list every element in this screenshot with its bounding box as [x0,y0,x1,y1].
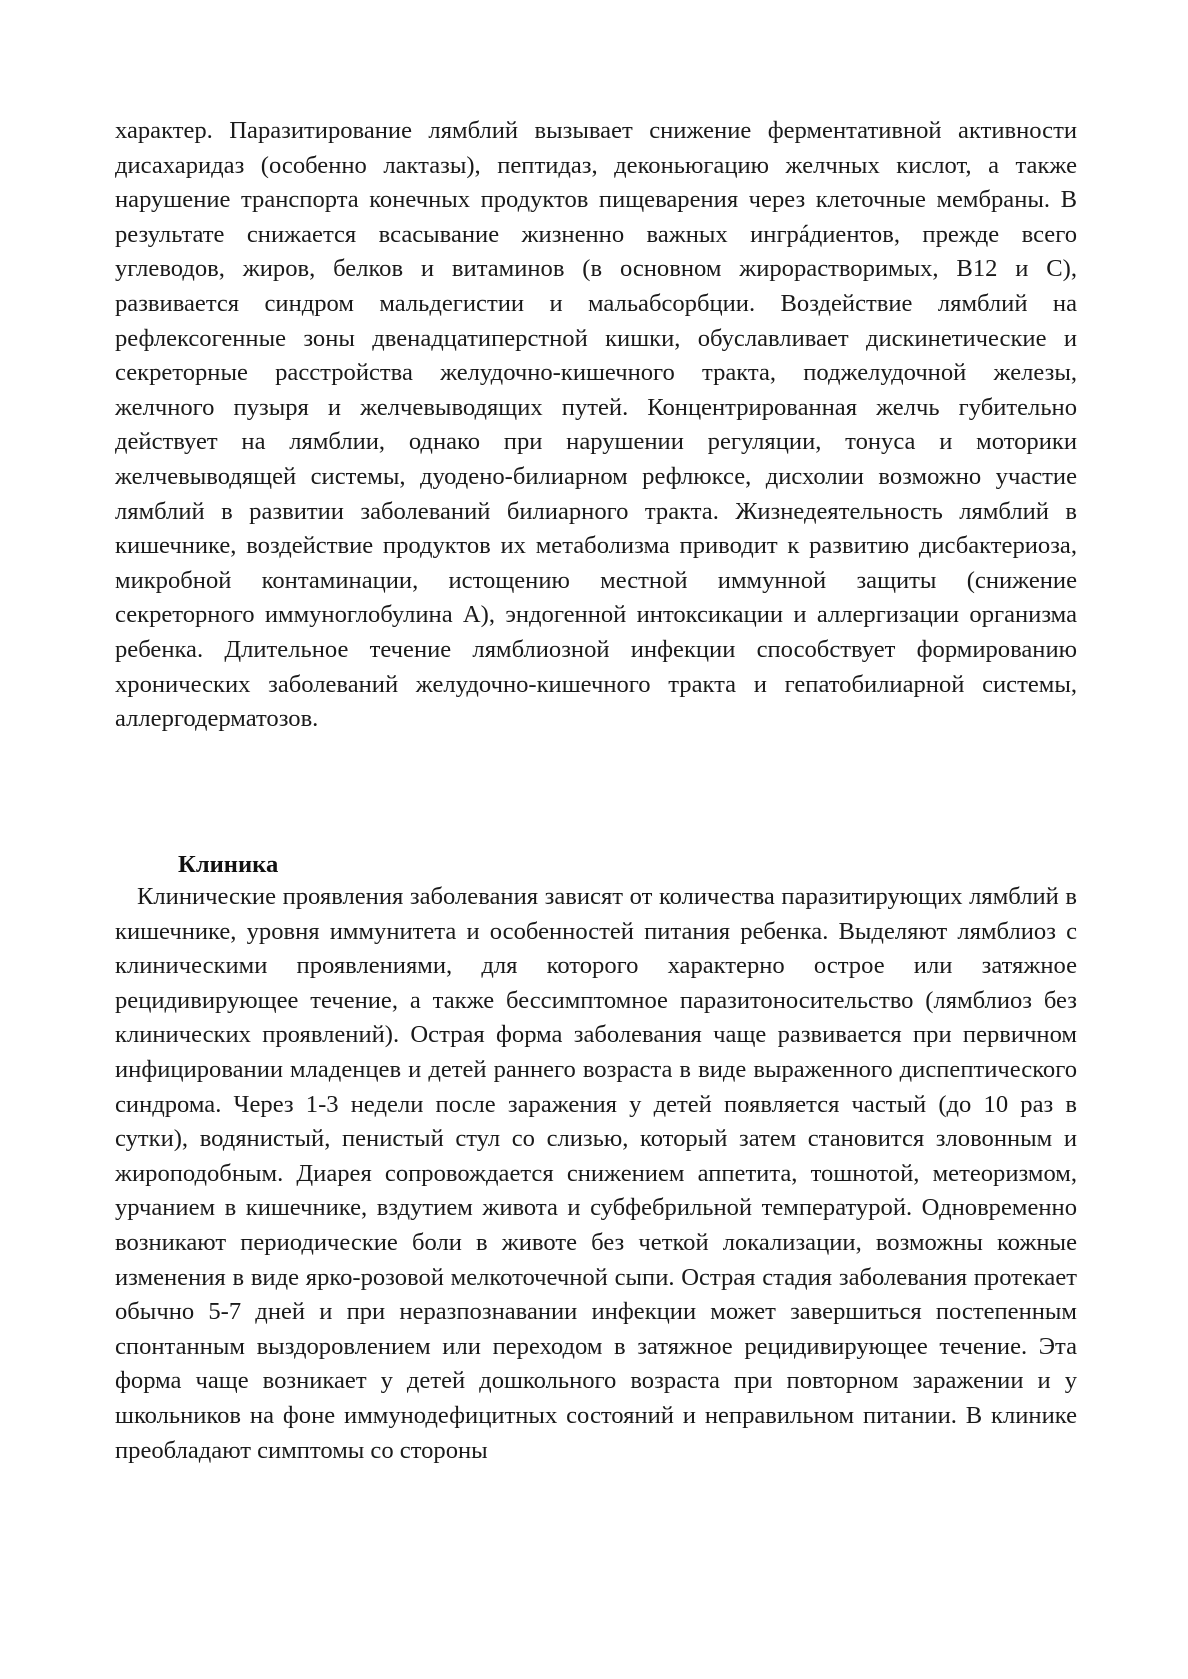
section-heading-clinic: Клиника [178,851,279,878]
body-paragraph-clinic: Клинические проявления заболевания зависят от количества паразитирующих лямблий в кишечнике, уровня иммунитета и особенностей питания ребенка. Выделяют лямблиоз с клиническими проявлениями, для которого характерно острое или затяжное рецидивирующее течение, а также бессимптомное паразитоносительство (лямблиоз без клинических проявлений). Острая форма заболевания чаще развивается при первичном инфицировании младенцев и детей раннего возраста в виде выраженного диспептического синдрома. Через 1-3 недели после заражения у детей появляется частый (до 10 раз в сутки), водянистый, пенистый стул со слизью, который затем становится зловонным и жироподобным. Диарея сопровождается снижением аппетита, тошнотой, метеоризмом, урчанием в кишечнике, вздутием живота и субфебрильной температурой. Одновременно возникают периодические боли в животе без четкой локализации, возможны кожные изменения в виде ярко-розовой мелкоточечной сыпи. Острая стадия заболевания протекает обычно 5-7 дней и при неразпознавании инфекции может завершиться постепенным спонтанным выздоровлением или переходом в затяжное рецидивирующее течение. Эта форма чаще возникает у детей дошкольного возраста при повторном заражении и у школьников на фоне иммунодефицитных состояний и неправильном питании. В клинике преобладают симптомы со стороны [115,883,1077,1464]
body-paragraph-pathogenesis: характер. Паразитирование лямблий вызывает снижение ферментативной активности дисахаридаз (особенно лактазы), пептидаз, деконьюгацию желчных кислот, а также нарушение транспорта конечных продуктов пищеварения через клеточные мембраны. В результате снижается всасывание жизненно важных ингрáдиентов, прежде всего углеводов, жиров, белков и витаминов (в основном жирорастворимых, В12 и С), развивается синдром мальдегистии и мальабсорбции. Воздействие лямблий на рефлексогенные зоны двенадцатиперстной кишки, обуславливает дискинетические и секреторные расстройства желудочно-кишечного тракта, поджелудочной железы, желчного пузыря и желчевыводящих путей. Концентрированная желчь губительно действует на лямблии, однако при нарушении регуляции, тонуса и моторики желчевыводящей системы, дуодено-билиарном рефлюксе, дисхолии возможно участие лямблий в развитии заболеваний билиарного тракта. Жизнедеятельность лямблий в кишечнике, воздействие продуктов их метаболизма приводит к развитию дисбактериоза, микробной контаминации, истощению местной иммунной защиты (снижение секреторного иммуноглобулина А), эндогенной интоксикации и аллергизации организма ребенка. Длительное течение лямблиозной инфекции способствует формированию хронических заболеваний желудочно-кишечного тракта и гепатобилиарной системы, аллергодерматозов. [115,117,1077,733]
